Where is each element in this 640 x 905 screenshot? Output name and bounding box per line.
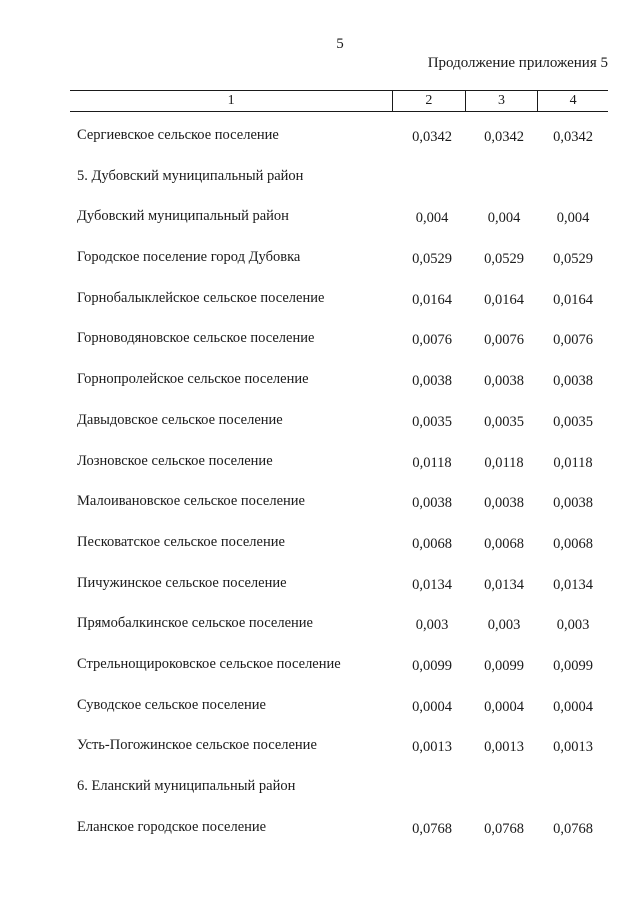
row-name: Горнобалыклейское сельское поселение <box>77 289 325 306</box>
table-row <box>70 153 608 194</box>
table-row <box>70 234 608 275</box>
row-name: Прямобалкинское сельское поселение <box>77 615 313 632</box>
row-value-col-4: 0,0076 <box>553 332 593 349</box>
row-value-col-2: 0,0068 <box>412 535 452 552</box>
row-value-col-3: 0,0134 <box>484 576 524 593</box>
row-name: Малоивановское сельское поселение <box>77 493 305 510</box>
row-value-col-3: 0,0768 <box>484 820 524 837</box>
row-value-col-4: 0,0038 <box>553 495 593 512</box>
row-name: Сергиевское сельское поселение <box>77 127 279 143</box>
row-value-col-4: 0,0013 <box>553 739 593 756</box>
table-row <box>70 560 608 601</box>
row-value-col-2: 0,0038 <box>412 495 452 512</box>
row-value-col-4: 0,0004 <box>553 698 593 715</box>
table-row <box>70 600 608 641</box>
row-value-col-2: 0,0134 <box>412 576 452 593</box>
row-name: Горнопролейское сельское поселение <box>77 371 309 388</box>
page-number: 5 <box>336 36 344 52</box>
table-row <box>70 356 608 397</box>
table-row <box>70 682 608 723</box>
row-name: Пичужинское сельское поселение <box>77 574 287 591</box>
row-name: Городское поселение город Дубовка <box>77 249 301 266</box>
table-row <box>70 112 608 153</box>
header-col-2: 2 <box>393 91 466 112</box>
row-value-col-3: 0,0118 <box>484 454 524 471</box>
row-value-col-4: 0,0529 <box>553 251 593 268</box>
table-row <box>70 763 608 804</box>
row-value-col-2: 0,003 <box>415 617 449 634</box>
row-value-col-3: 0,0035 <box>484 413 524 430</box>
row-value-col-3: 0,0068 <box>484 535 524 552</box>
row-value-col-3: 0,0342 <box>484 129 524 145</box>
row-value-col-4: 0,003 <box>556 617 590 634</box>
row-name: 6. Еланский муниципальный район <box>77 778 296 794</box>
row-value-col-2: 0,0529 <box>412 251 452 268</box>
row-value-col-3: 0,0164 <box>484 291 524 308</box>
row-value-col-4: 0,0035 <box>553 413 593 430</box>
row-value-col-4: 0,004 <box>556 210 590 227</box>
row-name: Лозновское сельское поселение <box>77 452 273 469</box>
row-value-col-3: 0,004 <box>487 210 521 227</box>
table-row <box>70 519 608 560</box>
header-col-3: 3 <box>465 91 538 112</box>
row-value-col-3: 0,0099 <box>484 657 524 674</box>
row-value-col-2: 0,004 <box>415 210 449 227</box>
table-row <box>70 478 608 519</box>
row-name: Дубовский муниципальный район <box>77 208 289 225</box>
table-header <box>70 90 608 112</box>
row-value-col-4: 0,0099 <box>553 657 593 674</box>
header-col-4: 4 <box>538 91 608 112</box>
row-value-col-2: 0,0099 <box>412 657 452 674</box>
row-value-col-4: 0,0068 <box>553 535 593 552</box>
continuation-title: Продолжение приложения 5 <box>427 55 608 71</box>
row-value-col-4: 0,0164 <box>553 291 593 308</box>
table-body <box>70 112 608 844</box>
row-name: Песковатское сельское поселение <box>77 533 285 550</box>
row-value-col-3: 0,0529 <box>484 251 524 268</box>
row-value-col-3: 0,0013 <box>484 739 524 756</box>
row-value-col-3: 0,0004 <box>484 698 524 715</box>
row-name: Суводское сельское поселение <box>77 696 266 713</box>
row-name: 5. Дубовский муниципальный район <box>77 167 304 184</box>
row-value-col-2: 0,0004 <box>412 698 452 715</box>
header-col-1: 1 <box>70 91 393 112</box>
row-name: Горноводяновское сельское поселение <box>77 330 315 347</box>
row-value-col-2: 0,0076 <box>412 332 452 349</box>
row-value-col-3: 0,0038 <box>484 495 524 512</box>
row-name: Стрельнощироковское сельское поселение <box>77 655 341 672</box>
row-value-col-4: 0,0342 <box>553 129 593 145</box>
row-value-col-2: 0,0038 <box>412 373 452 390</box>
row-value-col-3: 0,003 <box>487 617 521 634</box>
row-value-col-2: 0,0164 <box>412 291 452 308</box>
row-value-col-3: 0,0038 <box>484 373 524 390</box>
table-row <box>70 397 608 438</box>
row-value-col-2: 0,0118 <box>412 454 452 471</box>
row-name: Усть-Погожинское сельское поселение <box>77 737 317 754</box>
table-row <box>70 438 608 479</box>
table-row <box>70 641 608 682</box>
table-row <box>70 722 608 763</box>
row-value-col-3: 0,0076 <box>484 332 524 349</box>
row-name: Еланское городское поселение <box>77 818 267 835</box>
row-value-col-2: 0,0035 <box>412 413 452 430</box>
row-value-col-2: 0,0342 <box>412 129 452 145</box>
row-value-col-4: 0,0134 <box>553 576 593 593</box>
row-name: Давыдовское сельское поселение <box>77 411 283 428</box>
table-row <box>70 315 608 356</box>
table-row <box>70 193 608 234</box>
row-value-col-2: 0,0768 <box>412 820 452 837</box>
row-value-col-4: 0,0768 <box>553 820 593 837</box>
row-value-col-4: 0,0118 <box>553 454 593 471</box>
row-value-col-4: 0,0038 <box>553 373 593 390</box>
row-value-col-2: 0,0013 <box>412 739 452 756</box>
table-row <box>70 275 608 316</box>
table-row <box>70 804 608 845</box>
